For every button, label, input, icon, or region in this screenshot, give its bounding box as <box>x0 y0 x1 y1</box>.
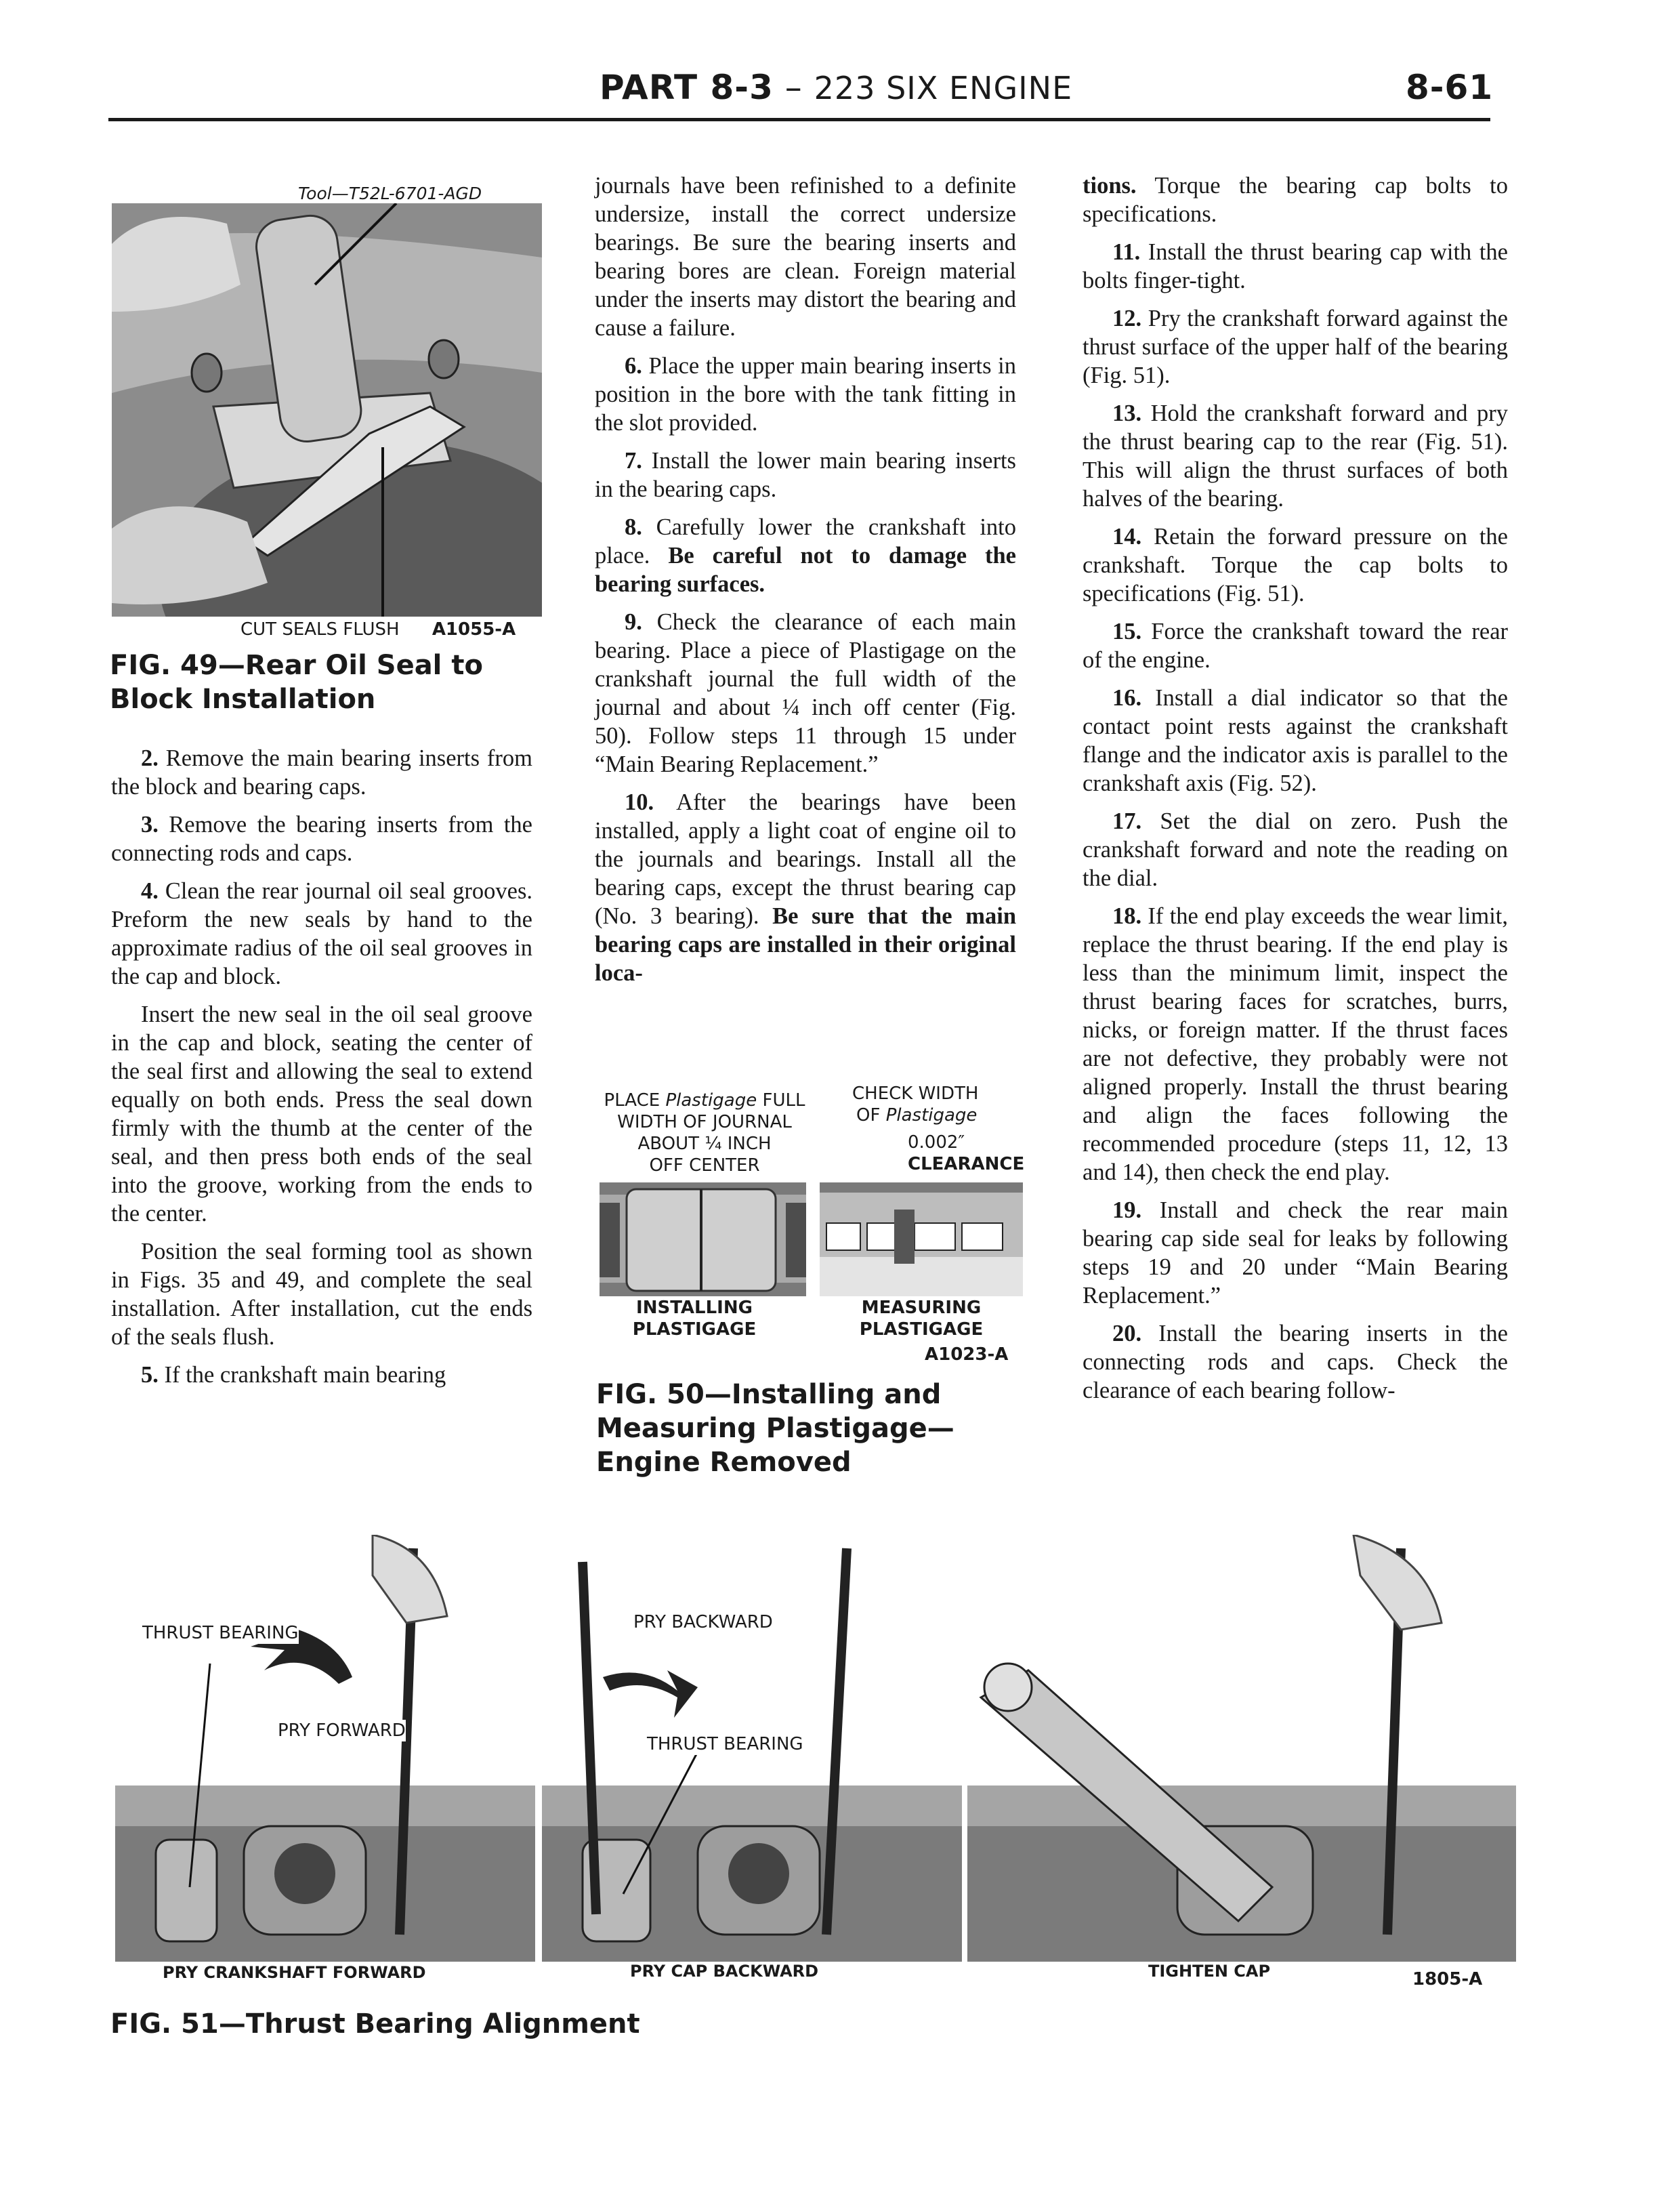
paragraph: tions. Torque the bearing cap bolts to specifications. <box>1083 173 1508 227</box>
fig51-code: 1805-A <box>1412 1969 1483 1989</box>
fig50-code: A1023-A <box>925 1344 1009 1365</box>
fig49-caption <box>110 648 557 716</box>
fig49-caption-num: FIG. 49 <box>110 650 218 681</box>
fig50-caption-num: FIG. 50 <box>596 1379 705 1410</box>
fig50-right-label: CHECK WIDTH OF Plastigage 0.002″ CLEARANCE <box>852 1083 1025 1174</box>
list-item: 4. Clean the rear journal oil seal grooves. Preform the new seals by hand to the approximate radius of the oil seal grooves in the cap and block. <box>111 878 532 989</box>
list-item: 13. Hold the crankshaft forward and pry the thrust bearing cap to the rear (Fig. 51). This will align the thrust surfaces of both halves of the bearing. <box>1083 400 1508 512</box>
section-title: 223 SIX ENGINE <box>814 70 1073 106</box>
list-item: 15. Force the crankshaft toward the rear of the engine. <box>1083 619 1508 673</box>
running-header <box>600 68 1072 107</box>
fig51-sub-pry-backward: PRY CAP BACKWARD <box>630 1962 819 1981</box>
header-dash: – <box>773 68 814 107</box>
fig51-caption-num: FIG. 51 <box>110 2008 219 2040</box>
paragraph: Position the seal forming tool as shown in Figs. 35 and 49, and complete the seal installation. After installation, cut the ends of the seals flush. <box>111 1239 532 1350</box>
list-item: 17. Set the dial on zero. Push the crankshaft forward and note the reading on the dial. <box>1083 808 1508 891</box>
list-item: 12. Pry the crankshaft forward against the thrust surface of the upper half of the bearing (Fig. 51). <box>1083 306 1508 388</box>
fig51-thrust-bearing-label-1: THRUST BEARING <box>142 1623 299 1643</box>
list-item: 11. Install the thrust bearing cap with the bolts finger-tight. <box>1083 239 1508 293</box>
page-number: 8-61 <box>1406 68 1494 107</box>
fig51-pry-backward-label: PRY BACKWARD <box>633 1612 773 1632</box>
list-item: 9. Check the clearance of each main bearing. Place a piece of Plastigage on the crankshaft journal the full width of the journal and about ¼ inch off center (Fig. 50). Follow steps 11 through 15 under “Main Bearing Replacement.” <box>595 609 1016 777</box>
fig49-caption-text: —Rear Oil Seal to Block Installation <box>110 650 483 715</box>
fig50-sub-left: INSTALLING PLASTIGAGE <box>632 1298 757 1340</box>
list-item: 20. Install the bearing inserts in the connecting rods and caps. Check the clearance of each bearing follow- <box>1083 1321 1508 1403</box>
list-item: 16. Install a dial indicator so that the contact point rests against the crankshaft flange and the indicator axis is parallel to the crankshaft axis (Fig. 52). <box>1083 685 1508 796</box>
column-2-text <box>595 171 1016 997</box>
fig51-thrust-bearing-label-2: THRUST BEARING <box>647 1734 803 1754</box>
fig51-photo-pry-forward <box>115 1535 535 1962</box>
list-item: 3. Remove the bearing inserts from the connecting rods and caps. <box>111 812 532 866</box>
list-item: 7. Install the lower main bearing inserts in the bearing caps. <box>595 448 1016 502</box>
fig49-bottom-label <box>240 619 516 640</box>
fig51-photo-tighten-cap <box>967 1535 1516 1962</box>
fig50-caption <box>596 1378 975 1479</box>
fig49-illustration <box>112 203 542 617</box>
list-item: 14. Retain the forward pressure on the crankshaft. Torque the cap bolts to specifications (Fig. 51). <box>1083 524 1508 606</box>
paragraph: journals have been refinished to a definite undersize, install the correct undersize bearings. Be sure the bearing inserts and bearing bores are clean. Foreign material under the inserts may distort the bearing and cause a failure. <box>595 173 1016 341</box>
list-item: 6. Place the upper main bearing inserts in position in the bore with the tank fitting in the slot provided. <box>595 353 1016 436</box>
tighten-cap-illustration <box>967 1535 1516 1962</box>
column-3-text <box>1083 171 1508 1414</box>
fig50-caption-text: —Installing and Measuring Plastigage—Engine Removed <box>596 1379 954 1478</box>
list-item: 19. Install and check the rear main bearing cap side seal for leaks by following steps 19 and 20 under “Main Bearing Replacement.” <box>1083 1197 1508 1308</box>
fig49-photo <box>112 203 542 617</box>
list-item: 5. If the crankshaft main bearing <box>141 1362 446 1388</box>
column-1-text <box>111 744 532 1399</box>
fig51-pry-forward-label: PRY FORWARD <box>278 1720 406 1741</box>
paragraph: Insert the new seal in the oil seal groove in the cap and block, seating the center of the seal first and allowing the seal to extend equally on both ends. Press the seal down firmly with the thumb at the center of the seal, and then press both ends of the seal into the groove, working from the ends to the center. <box>111 1002 532 1226</box>
fig51-sub-pry-forward: PRY CRANKSHAFT FORWARD <box>163 1963 426 1982</box>
fig50-sub-right: MEASURING PLASTIGAGE <box>859 1298 984 1340</box>
fig50-left-label: PLACE Plastigage FULL WIDTH OF JOURNAL ABOUT ¼ INCH OFF CENTER <box>604 1090 805 1176</box>
fig49-code: A1055-A <box>432 619 516 640</box>
fig50-measuring-photo <box>820 1182 1023 1296</box>
list-item: 2. Remove the main bearing inserts from the block and bearing caps. <box>111 745 532 800</box>
pry-forward-illustration <box>115 1535 535 1962</box>
part-number: PART 8-3 <box>600 68 774 107</box>
fig49-cut-label: CUT SEALS FLUSH <box>240 619 400 640</box>
measuring-plastigage-illustration <box>820 1182 1023 1296</box>
installing-plastigage-illustration <box>600 1182 806 1296</box>
header-rule <box>108 118 1490 121</box>
fig51-sub-tighten-cap: TIGHTEN CAP <box>1148 1962 1271 1981</box>
list-item: 18. If the end play exceeds the wear limit, replace the thrust bearing. If the end play is less than the minimum limit, inspect the thrust bearing faces for scratches, burrs, nicks, or foreign matter. If the thrust faces are not defective, they probably were not aligned properly. Install the thrust bearing and align the faces following the recommended procedure (steps 11, 12, 13 and 14), then check the end play. <box>1083 903 1508 1185</box>
fig50-installing-photo <box>600 1182 806 1296</box>
fig49-tool-label: Tool—T52L-6701-AGD <box>298 184 482 203</box>
fig51-caption <box>110 2007 652 2041</box>
fig51-caption-text: —Thrust Bearing Alignment <box>218 2008 640 2040</box>
list-item: 8. Carefully lower the crankshaft into place. Be careful not to damage the bearing surfaces. <box>595 514 1016 597</box>
list-item: 10. After the bearings have been installed, apply a light coat of engine oil to the journals and bearings. Install all the bearing caps, except the thrust bearing cap (No. 3 bearing). Be sure that the main bearing caps are installed in their original loca- <box>595 789 1017 986</box>
